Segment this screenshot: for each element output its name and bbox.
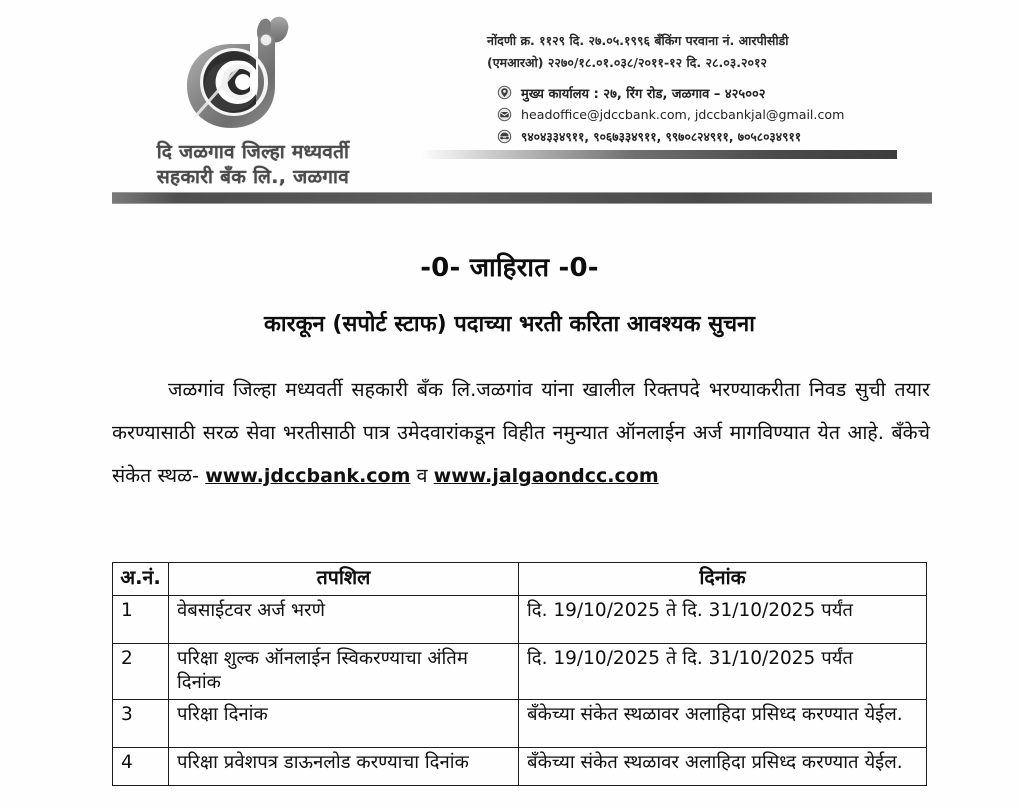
column-header-date: दिनांक	[519, 563, 927, 596]
website-link-jalgaondcc[interactable]: www.jalgaondcc.com	[433, 465, 659, 487]
envelope-icon	[497, 107, 512, 122]
registration-line-1: नोंदणी क्र. ११२९ दि. २७.०५.१९९६ बँकिंग परवाना नं. आरपीसीडी	[487, 33, 789, 48]
row-serial: 1	[113, 596, 169, 644]
bank-name	[118, 140, 388, 191]
row-description: परिक्षा दिनांक	[169, 700, 519, 748]
header-divider-long	[112, 192, 932, 204]
row-serial: 4	[113, 748, 169, 786]
row-date: दि. 19/10/2025 ते दि. 31/10/2025 पर्यंत	[519, 596, 927, 644]
table-header-row	[113, 563, 927, 596]
table-row	[113, 700, 927, 748]
row-date: दि. 19/10/2025 ते दि. 31/10/2025 पर्यंत	[519, 644, 927, 700]
notice-paragraph	[112, 368, 930, 498]
column-header-description: तपशिल	[169, 563, 519, 596]
contact-block	[497, 82, 937, 148]
website-link-jdccbank[interactable]: www.jdccbank.com	[205, 465, 411, 487]
row-date: बँकेच्या संकेत स्थळावर अलाहिदा प्रसिध्द करण्यात येईल.	[519, 700, 927, 748]
row-description: परिक्षा शुल्क ऑनलाईन स्विकरण्याचा अंतिम दिनांक	[169, 644, 519, 700]
bank-name-line1: दि जळगाव जिल्हा मध्यवर्ती	[156, 141, 350, 163]
schedule-table	[112, 562, 927, 786]
jdcc-bank-logo-icon	[178, 14, 328, 136]
notice-subtitle: कारकून (सपोर्ट स्टाफ) पदाच्या भरती करिता आवश्यक सुचना	[264, 312, 755, 337]
head-office-address: मुख्य कार्यालय : २७, रिंग रोड, जळगाव – ४२५००२	[521, 86, 766, 102]
table-row	[113, 644, 927, 700]
phone-numbers: ९४०४३३४९११, ९०६७३३४९११, ९९७०८२४९११, ७०५८०३४९११	[521, 130, 802, 144]
row-date: बँकेच्या संकेत स्थळावर अलाहिदा प्रसिध्द करण्यात येईल.	[519, 748, 927, 786]
contact-row-phone	[497, 126, 937, 147]
row-serial: 3	[113, 700, 169, 748]
header-divider-short	[419, 150, 897, 159]
table-row	[113, 748, 927, 786]
conjunction-va: व	[416, 464, 428, 487]
bank-name-line2: सहकारी बँक लि., जळगाव	[156, 166, 350, 189]
row-serial: 2	[113, 644, 169, 700]
email-addresses: headoffice@jdccbank.com, jdccbankjal@gmail.com	[521, 107, 845, 122]
registration-line-2: (एमआरओ) २२७०/१८.०१.०३८/२०११-१२ दि. २८.०३.२०१२	[487, 54, 767, 70]
bank-identity-block	[118, 14, 388, 191]
row-description: वेबसाईटवर अर्ज भरणे	[169, 596, 519, 644]
row-description: परिक्षा प्रवेशपत्र डाऊनलोड करण्याचा दिनांक	[169, 748, 519, 786]
contact-row-address	[497, 82, 937, 103]
column-header-sr: अ.नं.	[113, 563, 169, 596]
registration-block	[487, 30, 917, 73]
paragraph-text: जळगांव जिल्हा मध्यवर्ती सहकारी बँक लि.जळगांव यांना खालील रिक्तपदे भरण्याकरीता निवड सुची तयार करण्यासाठी सरळ सेवा भरतीसाठी पात्र उमेदवारांकडून विहीत नमुन्यात ऑनलाईन अर्ज मागविण्यात येत आहे. बँकेचे संकेत स्थळ-	[112, 378, 930, 487]
telephone-icon	[497, 129, 512, 144]
notice-title: -0- जाहिरात -0-	[420, 253, 599, 283]
table-row	[113, 596, 927, 644]
letterhead-header	[0, 0, 1019, 210]
contact-row-email	[497, 104, 937, 125]
location-pin-icon	[497, 85, 512, 100]
